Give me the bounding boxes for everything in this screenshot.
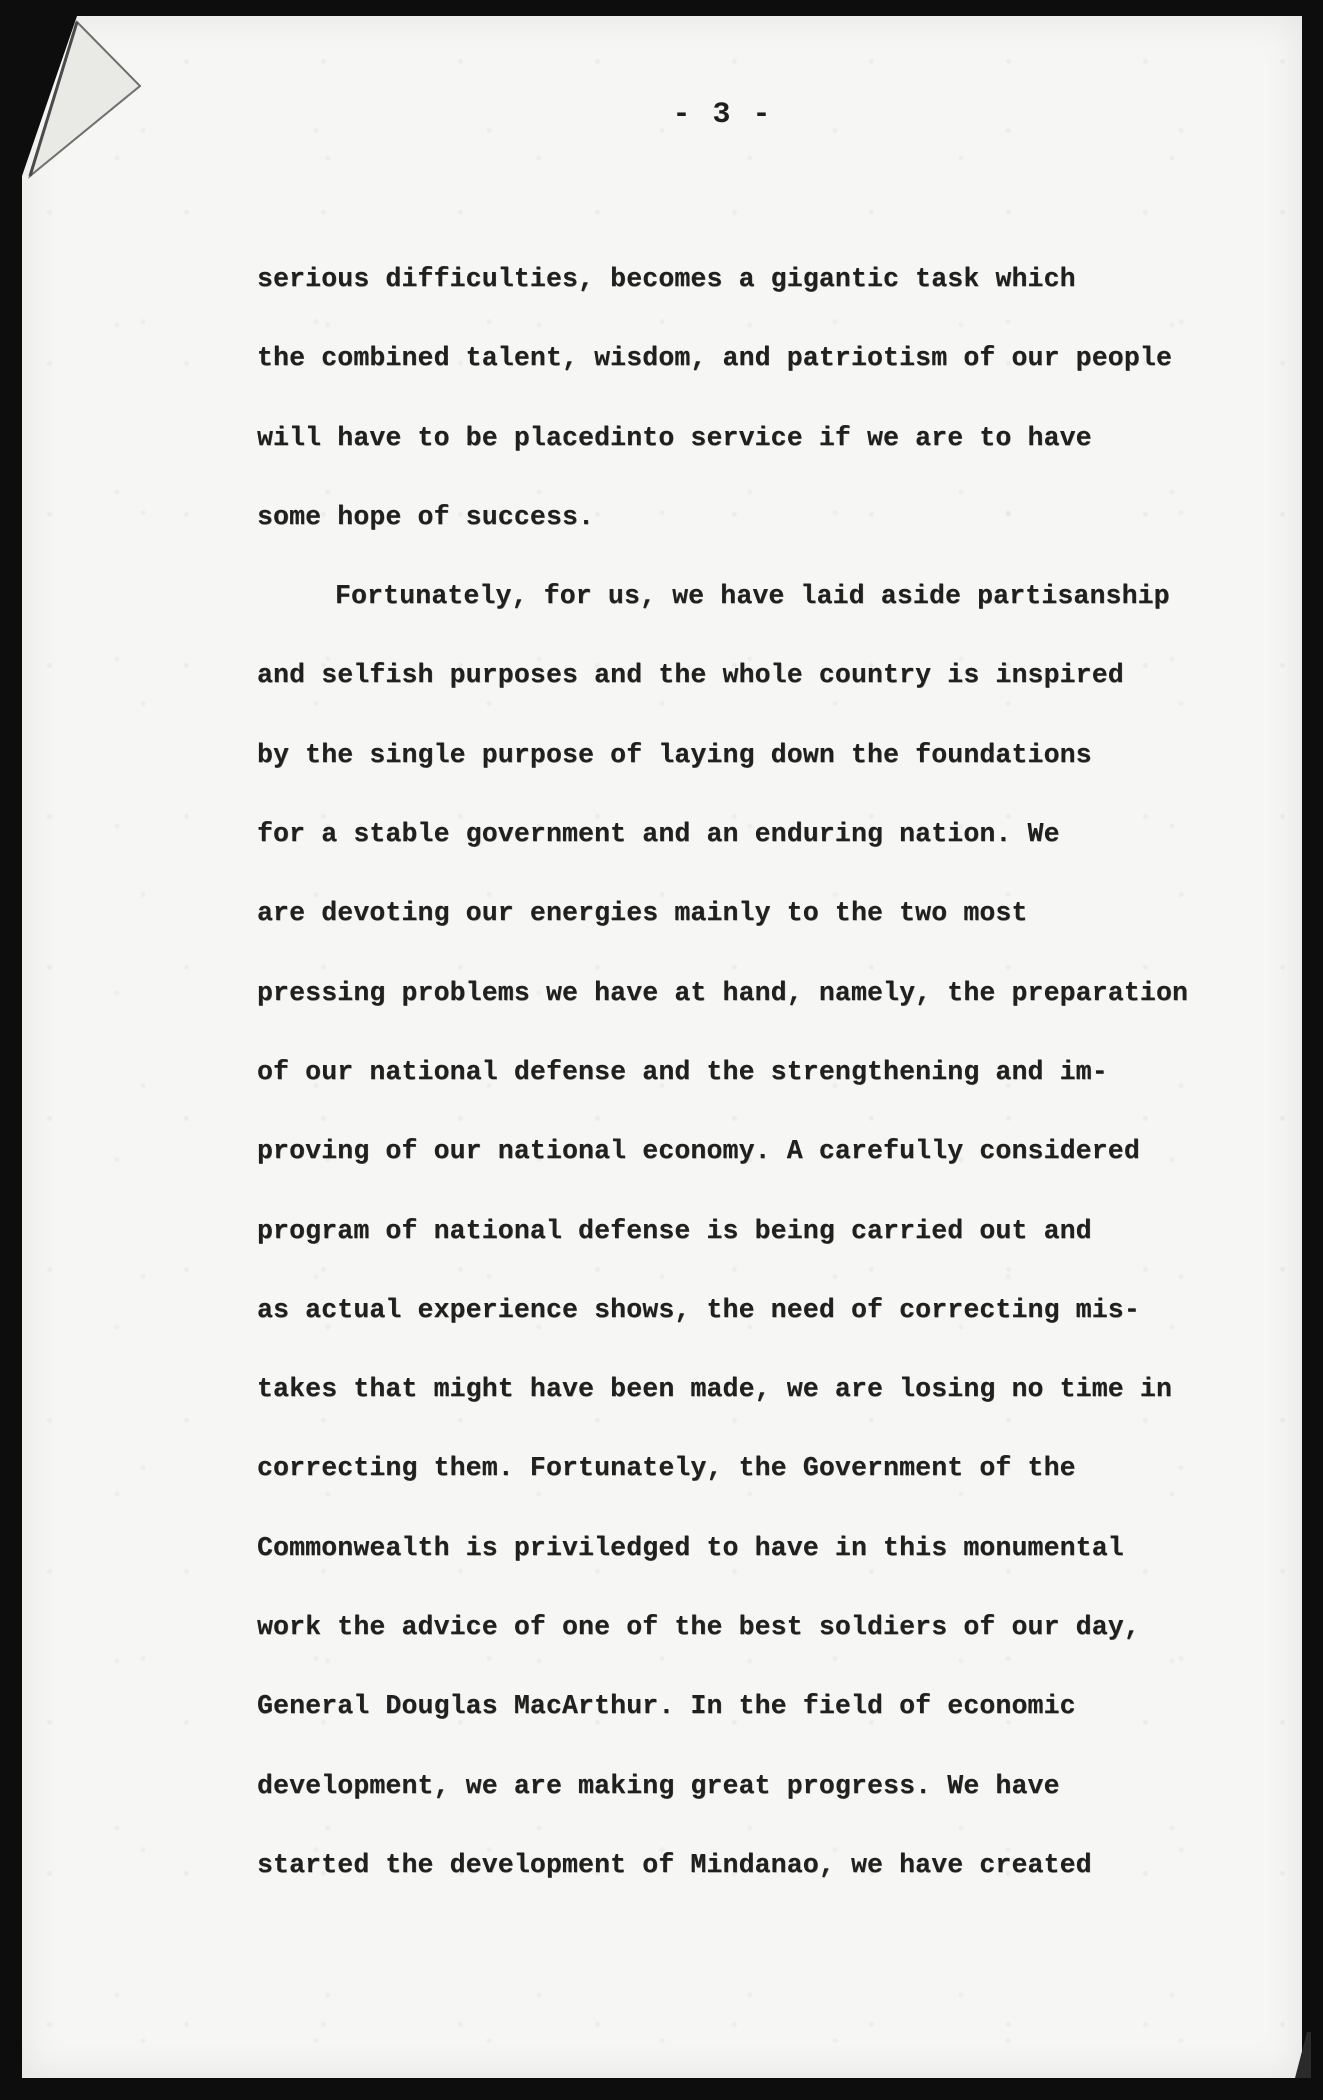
- text-line: are devoting our energies mainly to the two most: [257, 898, 1028, 929]
- text-line: correcting them. Fortunately, the Government of the: [257, 1453, 1076, 1484]
- text-line: General Douglas MacArthur. In the field of economic: [257, 1691, 1076, 1722]
- page-number: - 3 -: [672, 98, 773, 132]
- paragraph-1: [257, 250, 1267, 567]
- page-edge-mark-icon: [1293, 2032, 1311, 2078]
- text-line: for a stable government and an enduring nation. We: [257, 819, 1060, 850]
- letter-body: [257, 250, 1267, 1915]
- text-line: by the single purpose of laying down the foundations: [257, 739, 1092, 770]
- text-line: as actual experience shows, the need of correcting mis-: [257, 1294, 1140, 1325]
- text-line: development, we are making great progress. We have: [257, 1770, 1060, 1801]
- paragraph-2: [257, 567, 1267, 1915]
- text-line: of our national defense and the strengthening and im-: [257, 1056, 1108, 1087]
- text-line: pressing problems we have at hand, namely, the preparation: [257, 977, 1189, 1008]
- text-line: program of national defense is being carried out and: [257, 1215, 1092, 1246]
- text-line: serious difficulties, becomes a gigantic task which: [257, 264, 1076, 294]
- text-line: Commonwealth is priviledged to have in this monumental: [257, 1532, 1124, 1563]
- text-line: proving of our national economy. A carefully considered: [257, 1136, 1140, 1167]
- text-line: will have to be placedinto service if we are to have: [257, 422, 1092, 453]
- text-line: some hope of success.: [257, 501, 595, 532]
- text-line: the combined talent, wisdom, and patriotism of our people: [257, 343, 1172, 374]
- text-line: work the advice of one of the best soldiers of our day,: [257, 1612, 1140, 1643]
- text-line: takes that might have been made, we are losing no time in: [257, 1374, 1172, 1405]
- text-line: and selfish purposes and the whole country is inspired: [257, 660, 1124, 691]
- text-line: Fortunately, for us, we have laid aside partisanship: [335, 581, 1170, 612]
- text-line: started the development of Mindanao, we have created: [257, 1849, 1092, 1880]
